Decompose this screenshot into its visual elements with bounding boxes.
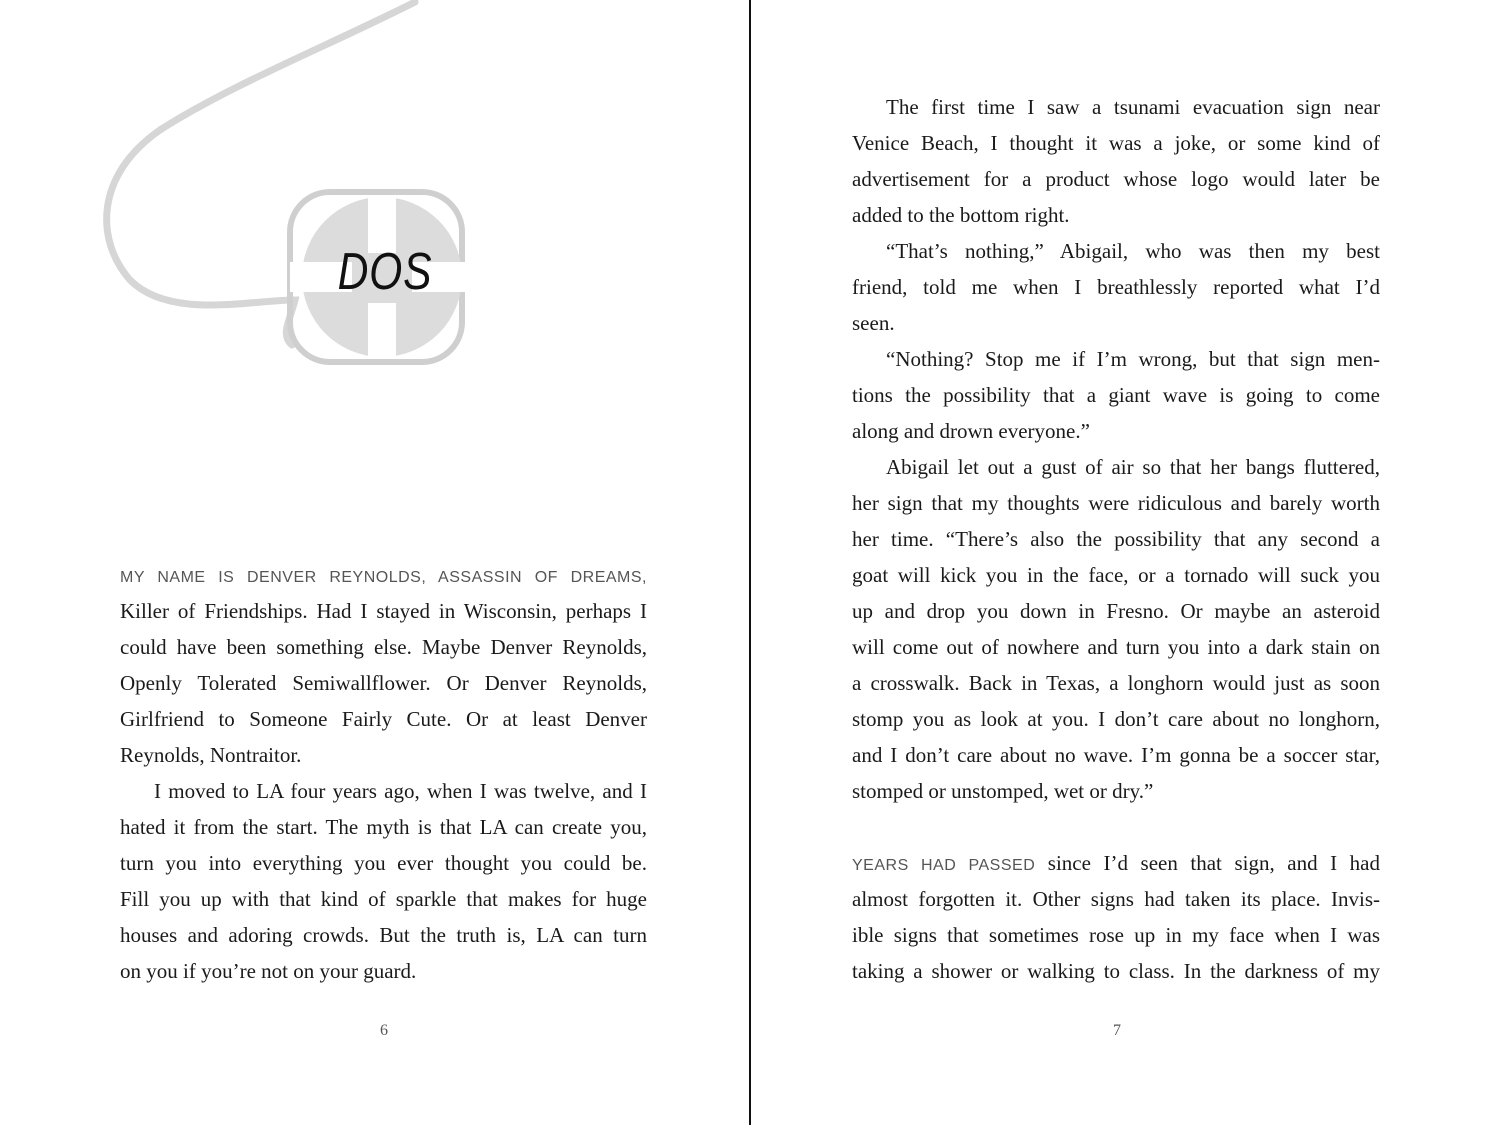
- text-line: taking a shower or walking to class. In the darkness of my: [852, 959, 1380, 983]
- text-line: a crosswalk. Back in Texas, a longhorn would just as soon: [852, 671, 1380, 695]
- right-page: [751, 0, 1500, 1125]
- text-line: The first time I saw a tsunami evacuation sign near: [886, 95, 1380, 119]
- text-line: up and drop you down in Fresno. Or maybe an asteroid: [852, 599, 1380, 623]
- ring-band-bottom: [368, 303, 396, 359]
- text-line: almost forgotten it. Other signs had taken its place. Invis-: [852, 887, 1380, 911]
- smallcaps-lead: MY NAME IS DENVER REYNOLDS, ASSASSIN OF DREAMS,: [120, 569, 647, 586]
- text-line: her sign that my thoughts were ridiculous and barely worth: [852, 491, 1380, 515]
- text-line: along and drown everyone.”: [852, 419, 1090, 443]
- text-line: Openly Tolerated Semiwallflower. Or Denver Reynolds,: [120, 671, 647, 695]
- text-line: could have been something else. Maybe Denver Reynolds,: [120, 635, 647, 659]
- line-continuation: since I’d seen that sign, and I had: [1035, 851, 1380, 875]
- chapter-title: DOS: [337, 243, 433, 301]
- text-line: [852, 845, 1380, 881]
- text-line: Abigail let out a gust of air so that her bangs fluttered,: [886, 455, 1380, 479]
- text-line: friend, told me when I breathlessly reported what I’d: [852, 275, 1380, 299]
- text-line: Reynolds, Nontraitor.: [120, 743, 302, 767]
- text-line: stomped or unstomped, wet or dry.”: [852, 779, 1154, 803]
- text-line: will come out of nowhere and turn you into a dark stain on: [852, 635, 1380, 659]
- text-line: stomp you as look at you. I don’t care about no longhorn,: [852, 707, 1380, 731]
- text-line: and I don’t care about no wave. I’m gonna be a soccer star,: [852, 743, 1380, 767]
- smallcaps-lead: YEARS HAD PASSED: [852, 857, 1036, 874]
- text-line: added to the bottom right.: [852, 203, 1070, 227]
- text-line: [120, 557, 647, 593]
- text-line: houses and adoring crowds. But the truth is, LA can turn: [120, 923, 647, 947]
- text-line: advertisement for a product whose logo would later be: [852, 167, 1380, 191]
- life-ring-illustration: [0, 0, 749, 400]
- text-line: Venice Beach, I thought it was a joke, or some kind of: [852, 131, 1380, 155]
- text-line: goat will kick you in the face, or a tornado will suck you: [852, 563, 1380, 587]
- text-line: ible signs that sometimes rose up in my face when I was: [852, 923, 1380, 947]
- text-line: Killer of Friendships. Had I stayed in Wisconsin, perhaps I: [120, 599, 647, 623]
- page-number: 6: [380, 1022, 388, 1039]
- text-line: seen.: [852, 311, 895, 335]
- text-line: “That’s nothing,” Abigail, who was then my best: [886, 239, 1380, 263]
- left-page: [0, 0, 749, 1125]
- text-line: tions the possibility that a giant wave is going to come: [852, 383, 1380, 407]
- text-line: turn you into everything you ever thought you could be.: [120, 851, 647, 875]
- text-line: on you if you’re not on your guard.: [120, 959, 417, 983]
- text-line: I moved to LA four years ago, when I was twelve, and I: [154, 779, 647, 803]
- page-number: 7: [1113, 1022, 1121, 1039]
- text-line: “Nothing? Stop me if I’m wrong, but that sign men-: [886, 347, 1380, 371]
- text-line: Fill you up with that kind of sparkle that makes for huge: [120, 887, 647, 911]
- text-line: hated it from the start. The myth is that LA can create you,: [120, 815, 647, 839]
- text-line: her time. “There’s also the possibility that any second a: [852, 527, 1380, 551]
- text-line: Girlfriend to Someone Fairly Cute. Or at least Denver: [120, 707, 647, 731]
